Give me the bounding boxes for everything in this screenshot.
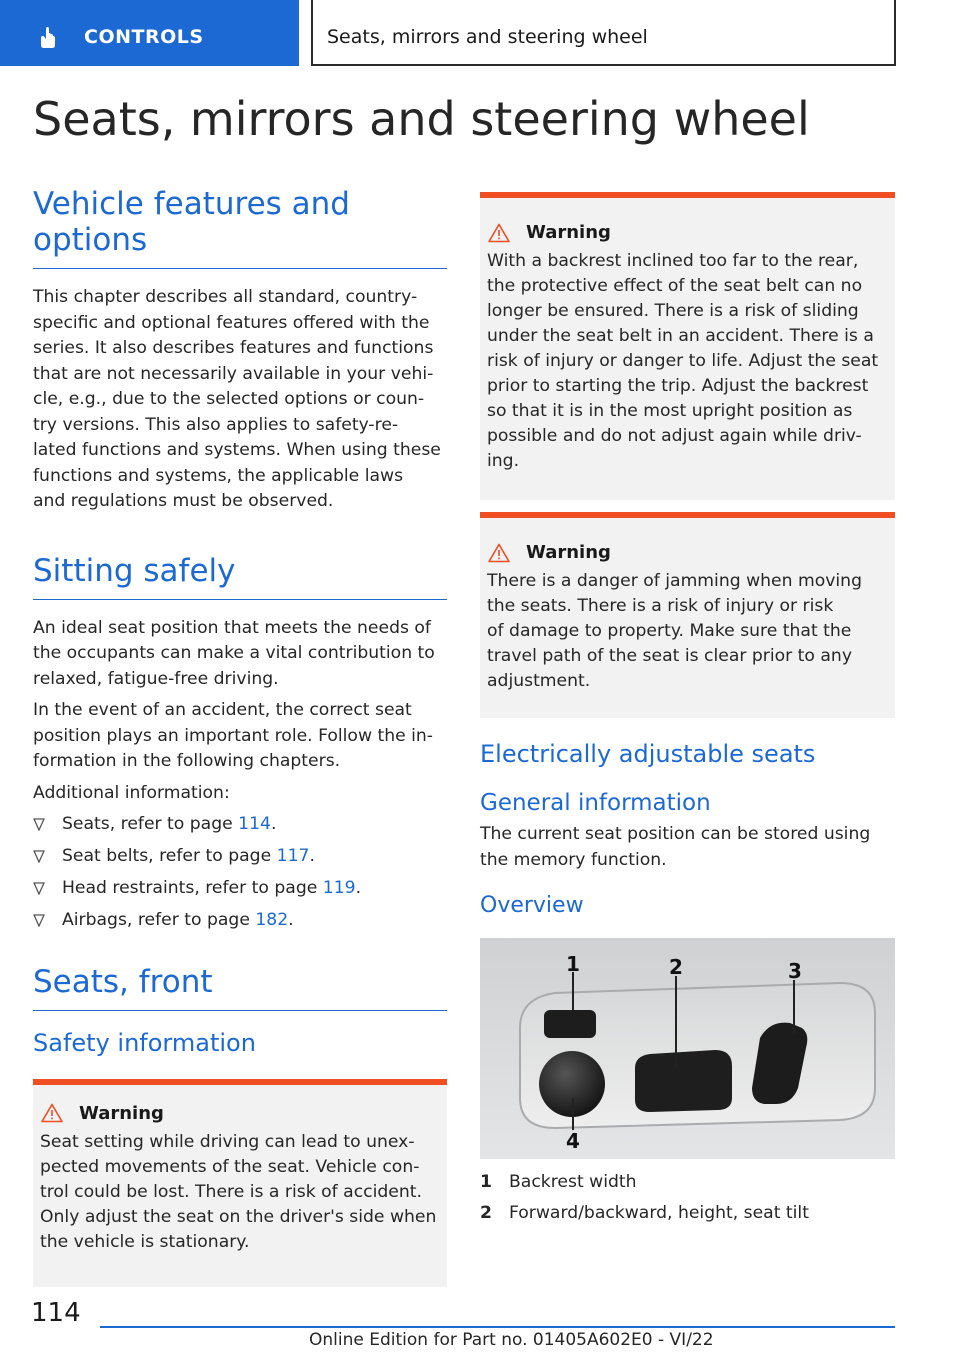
legend-text: Backrest width	[509, 1172, 637, 1192]
heading-general-information: General information	[480, 790, 711, 816]
text-line: With a backrest inclined too far to the rear,	[487, 251, 859, 271]
text-line: travel path of the seat is clear prior to any	[487, 646, 852, 666]
figure-label-1: 1	[566, 952, 580, 976]
text-line: under the seat belt in an accident. There is a	[487, 326, 874, 346]
ref-end: .	[270, 814, 277, 834]
heading-safety-information: Safety information	[33, 1028, 256, 1057]
text-line: the vehicle is stationary.	[40, 1231, 250, 1252]
page-link[interactable]: 119	[322, 878, 356, 898]
ref-end: .	[288, 910, 294, 930]
additional-info-label: Additional information:	[33, 782, 230, 803]
page-link[interactable]: 117	[276, 846, 310, 866]
text-line: The current seat position can be stored using	[480, 824, 871, 844]
triangle-bullet-icon	[33, 882, 45, 895]
warning-box	[33, 1079, 447, 1287]
text-line: of damage to property. Make sure that the	[487, 621, 852, 641]
warning-title: Warning	[79, 1102, 164, 1124]
footer-edition: Online Edition for Part no. 01405A602E0 - VI/22	[309, 1330, 714, 1350]
text-line: the occupants can make a vital contribution to	[33, 643, 435, 663]
text-line: ing.	[487, 451, 520, 471]
text-line: relaxed, fatigue-free driving.	[33, 668, 279, 689]
right-column	[480, 192, 895, 1226]
text-line: specific and optional features offered with the	[33, 312, 430, 333]
text-line: the protective effect of the seat belt can no	[487, 276, 863, 296]
vehicle-features-text	[33, 285, 447, 515]
text-line: Only adjust the seat on the driver's side when	[40, 1206, 437, 1227]
chapter-label: Seats, mirrors and steering wheel	[327, 26, 648, 48]
text-line: series. It also describes features and functions	[33, 338, 434, 358]
warning-text	[33, 1130, 447, 1255]
list-item	[33, 844, 447, 870]
warning-header	[480, 198, 895, 243]
page-link[interactable]: 182	[255, 910, 289, 930]
text-line: formation in the following chapters.	[33, 751, 341, 771]
text-line: position plays an important role. Follow the in-	[33, 725, 434, 746]
ref-text: Head restraints, refer to page	[62, 878, 323, 898]
page-title: Seats, mirrors and steering wheel	[33, 92, 810, 146]
figure-label-3: 3	[788, 959, 802, 983]
heading-seats-front: Seats, front	[33, 964, 447, 1011]
text-line: possible and do not adjust again while driv-	[487, 426, 862, 446]
heading-sitting-safely: Sitting safely	[33, 553, 447, 600]
text-line: the seats. There is a risk of injury or risk	[487, 596, 834, 616]
section-label: CONTROLS	[84, 26, 204, 48]
heading-vehicle-features: Vehicle features and options	[33, 186, 447, 269]
text-line: trol could be lost. There is a risk of accident.	[40, 1181, 422, 1202]
ref-text: Seat belts, refer to page	[62, 846, 277, 866]
warning-box	[480, 192, 895, 500]
figure-legend	[480, 1170, 895, 1226]
text-line: that are not necessarily available in your vehi-	[33, 363, 434, 384]
text-line: so that it is in the most upright position as	[487, 401, 853, 421]
legend-number: 2	[480, 1203, 492, 1223]
list-item	[33, 876, 447, 902]
text-line: prior to starting the trip. Adjust the backrest	[487, 376, 869, 396]
triangle-bullet-icon	[33, 850, 45, 863]
text-line: lated functions and systems. When using these	[33, 440, 441, 460]
text-line: risk of injury or danger to life. Adjust the seat	[487, 351, 879, 371]
text-line: longer be ensured. There is a risk of sliding	[487, 301, 859, 321]
legend-item	[480, 1201, 895, 1226]
sitting-safely-para2	[33, 698, 447, 775]
warning-title: Warning	[526, 222, 611, 243]
warning-triangle-icon	[41, 1103, 63, 1123]
legend-number: 1	[480, 1172, 492, 1192]
text-line: adjustment.	[487, 671, 591, 691]
text-line: This chapter describes all standard, country-	[33, 287, 418, 307]
warning-header	[480, 518, 895, 563]
legend-item	[480, 1170, 895, 1195]
text-line: An ideal seat position that meets the needs of	[33, 617, 431, 638]
page-number: 114	[31, 1298, 81, 1328]
warning-triangle-icon	[488, 223, 510, 243]
warning-box	[480, 512, 895, 718]
figure-label-2: 2	[669, 955, 683, 979]
section-tab[interactable]	[0, 0, 299, 66]
text-line: and regulations must be observed.	[33, 491, 334, 511]
ref-text: Airbags, refer to page	[62, 910, 256, 930]
seat-controls-figure	[480, 938, 895, 1159]
footer-divider	[100, 1326, 895, 1328]
ref-end: .	[309, 846, 315, 866]
text-line: functions and systems, the applicable laws	[33, 465, 404, 486]
text-line: pected movements of the seat. Vehicle con-	[40, 1156, 420, 1177]
hand-pointer-icon	[36, 26, 60, 50]
triangle-bullet-icon	[33, 818, 45, 831]
text-line: the memory function.	[480, 849, 667, 870]
list-item	[33, 908, 447, 934]
page-link[interactable]: 114	[238, 814, 271, 834]
warning-triangle-icon	[488, 543, 510, 563]
text-line: In the event of an accident, the correct seat	[33, 700, 412, 720]
warning-header	[33, 1085, 447, 1124]
chapter-header	[311, 0, 896, 66]
figure-label-4: 4	[566, 1129, 580, 1153]
heading-overview: Overview	[480, 893, 584, 918]
ref-end: .	[355, 878, 362, 898]
text-line: Seat setting while driving can lead to unex-	[40, 1131, 415, 1152]
text-line: There is a danger of jamming when moving	[487, 571, 862, 591]
text-line: cle, e.g., due to the selected options or coun-	[33, 389, 425, 409]
text-line: try versions. This also applies to safety-re-	[33, 414, 399, 435]
list-item	[33, 812, 447, 838]
warning-text	[480, 569, 895, 694]
ref-text: Seats, refer to page	[62, 814, 239, 834]
legend-text: Forward/backward, height, seat tilt	[509, 1203, 809, 1223]
warning-title: Warning	[526, 542, 611, 563]
sitting-safely-para1	[33, 616, 447, 693]
heading-electric-seats: Electrically adjustable seats	[480, 740, 816, 768]
general-info-text	[480, 822, 895, 873]
triangle-bullet-icon	[33, 914, 45, 927]
warning-text	[480, 249, 895, 474]
left-column	[33, 180, 447, 1287]
seat-controls-photo	[480, 938, 895, 1159]
reference-list	[33, 812, 447, 934]
